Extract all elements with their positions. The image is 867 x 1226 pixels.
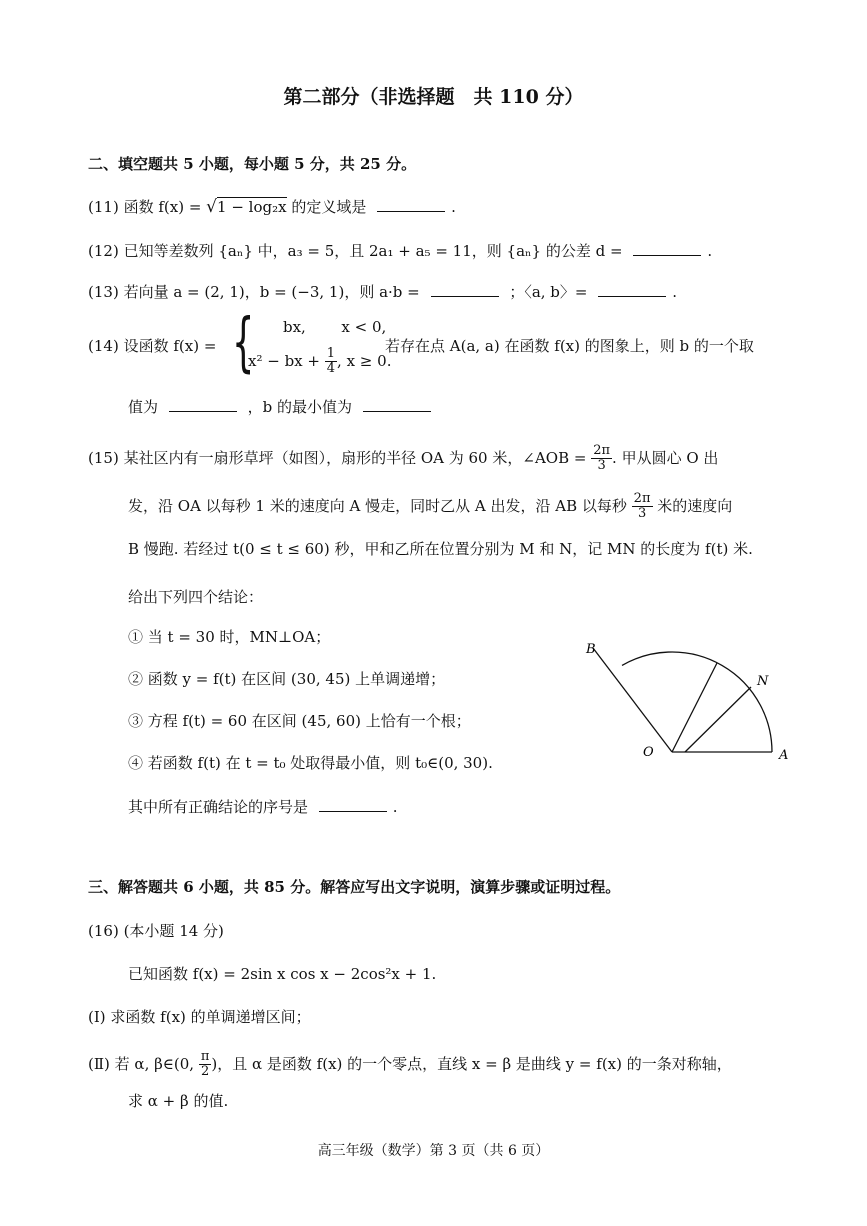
- sqrt-symbol: √: [206, 197, 218, 217]
- answer-blank[interactable]: [598, 282, 666, 297]
- segment-to-arc: [672, 663, 717, 752]
- sqrt-body: 1 − log₂x: [217, 198, 287, 216]
- radius-OB: [593, 648, 672, 752]
- question-number: (16): [88, 922, 119, 940]
- fraction: $\frac{1}{4}$: [326, 346, 336, 377]
- answer-blank[interactable]: [319, 797, 387, 812]
- label-N: N: [757, 674, 769, 689]
- question-15-line-1: [88, 444, 718, 474]
- label-B: B: [586, 642, 596, 657]
- question-15-conclusion: 其中所有正确结论的序号是 .: [128, 798, 398, 816]
- question-number: (15): [88, 448, 119, 467]
- section-heading-answers: 三、解答题共 6 小题，共 85 分。解答应写出文字说明，演算步骤或证明过程。: [88, 878, 621, 896]
- question-text: 设函数 f(x) =: [123, 337, 217, 355]
- conclusion-item: ④ 若函数 f(t) 在 t = t₀ 处取得最小值，则 t₀∈(0, 30).: [128, 754, 493, 772]
- answer-blank[interactable]: [363, 397, 431, 412]
- case-expression: bx,: [283, 318, 306, 336]
- question-number: (11): [88, 198, 119, 216]
- answer-blank[interactable]: [431, 282, 499, 297]
- question-number: (14): [88, 337, 119, 355]
- question-part-1: (Ⅰ) 求函数 f(x) 的单调递增区间；: [88, 1008, 311, 1026]
- question-14-line-2: [128, 396, 437, 417]
- piecewise-brace: {: [232, 306, 255, 380]
- question-15-line-2: [128, 492, 732, 522]
- question-text: ；〈a, b〉=: [509, 283, 588, 301]
- question-text: 若向量 a = (2, 1)，b = (−3, 1)，则 a·b =: [123, 283, 420, 301]
- question-text: )，且 α 是函数 f(x) 的一个零点，直线 x = β 是曲线 y = f(x) 的一条对称轴，: [211, 1054, 732, 1073]
- question-text: 某社区内有一扇形草坪（如图），扇形的半径 OA 为 60 米，∠AOB =: [123, 448, 587, 467]
- question-text: 值为: [128, 398, 159, 416]
- conclusion-item: ① 当 t = 30 时，MN⊥OA；: [128, 628, 331, 646]
- case-condition: x < 0,: [341, 318, 387, 336]
- question-13: [88, 281, 677, 302]
- question-text: 发，沿 OA 以每秒 1 米的速度向 A 慢走，同时乙从 A 出发，沿 AB 以每秒: [128, 496, 627, 515]
- question-number: (13): [88, 283, 119, 301]
- question-points: (本小题 14 分): [123, 922, 224, 940]
- question-text: 给出下列四个结论：: [128, 588, 264, 606]
- question-text: 若存在点 A(a, a) 在函数 f(x) 的图象上，则 b 的一个取: [385, 337, 754, 355]
- answer-blank[interactable]: [633, 241, 701, 256]
- label-O: O: [643, 745, 654, 760]
- question-text: (Ⅱ) 若 α, β∈(0,: [88, 1054, 195, 1073]
- case-condition: , x ≥ 0.: [337, 351, 392, 370]
- question-11: [88, 196, 456, 217]
- sector-figure: [580, 625, 795, 770]
- fraction: $\frac{\pi}{2}$: [200, 1049, 210, 1080]
- question-part-2: [88, 1050, 732, 1080]
- question-12: [88, 240, 712, 261]
- period: .: [707, 242, 713, 260]
- question-text: 已知函数 f(x) = 2sin x cos x − 2cos²x + 1.: [128, 965, 437, 983]
- question-text: 求 α + β 的值.: [128, 1092, 229, 1110]
- question-text: 的定义域是: [291, 198, 367, 216]
- case-expression: x² − bx +: [248, 351, 320, 370]
- question-text: B 慢跑. 若经过 t(0 ≤ t ≤ 60) 秒，甲和乙所在位置分别为 M 和 N，记 MN 的长度为 f(t) 米.: [128, 540, 753, 558]
- question-number: (12): [88, 242, 119, 260]
- fraction: $\frac{2\pi}{3}$: [633, 491, 651, 522]
- conclusion-item: ② 函数 y = f(t) 在区间 (30, 45) 上单调递增；: [128, 670, 446, 688]
- period: .: [672, 283, 678, 301]
- fraction: $\frac{2\pi}{3}$: [593, 443, 611, 474]
- question-text: 米的速度向: [657, 496, 733, 515]
- page-footer: 高三年级（数学）第 3 页（共 6 页）: [317, 1143, 550, 1159]
- conclusion-item: ③ 方程 f(t) = 60 在区间 (45, 60) 上恰有一个根；: [128, 712, 471, 730]
- label-A: A: [779, 748, 789, 763]
- answer-blank[interactable]: [169, 397, 237, 412]
- period: .: [451, 198, 456, 216]
- question-text: 函数 f(x) =: [123, 198, 207, 216]
- page-title: 第二部分（非选择题 共 110 分）: [283, 86, 584, 108]
- answer-blank[interactable]: [377, 197, 445, 212]
- question-text: ，b 的最小值为: [247, 398, 352, 416]
- piecewise-case-1: [283, 318, 386, 336]
- segment-MN: [685, 687, 751, 752]
- question-text: 已知等差数列 {aₙ} 中，a₃ = 5，且 2a₁ + a₅ = 11，则 {aₙ} 的公差 d =: [123, 242, 623, 260]
- section-heading-fill-in: 二、填空题共 5 小题，每小题 5 分，共 25 分。: [88, 155, 417, 173]
- piecewise-case-2: [248, 347, 391, 377]
- question-text: 其中所有正确结论的序号是: [128, 798, 309, 816]
- question-text: . 甲从圆心 O 出: [612, 448, 719, 467]
